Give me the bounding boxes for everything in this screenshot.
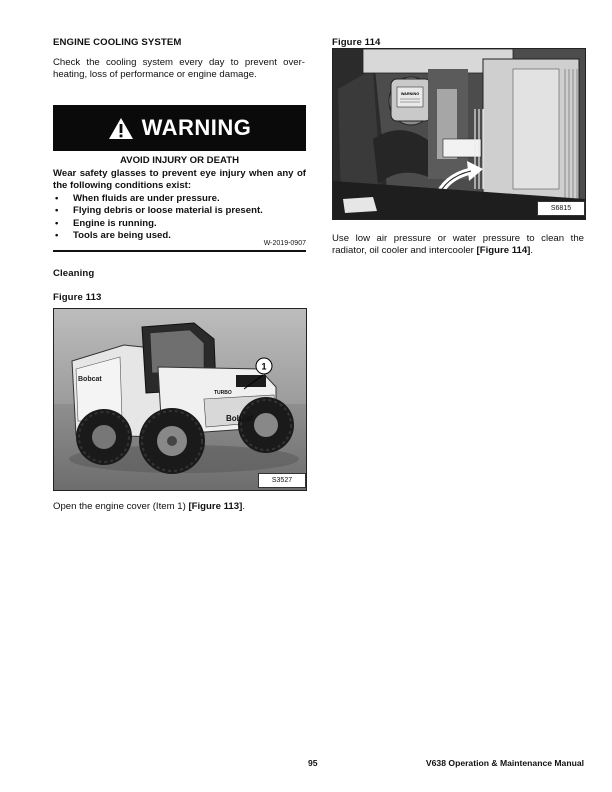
instruction-end: . bbox=[530, 245, 534, 257]
warning-banner bbox=[53, 105, 306, 151]
callout-number: 1 bbox=[261, 361, 267, 372]
figure-model-text: TURBO bbox=[214, 390, 232, 396]
figure-brand-text: Bobcat bbox=[78, 376, 102, 383]
figure-114-instruction bbox=[332, 233, 584, 258]
manual-title: V638 Operation & Maintenance Manual bbox=[425, 758, 584, 768]
warning-item: • When fluids are under pressure. bbox=[55, 193, 305, 205]
page-number: 95 bbox=[308, 758, 318, 768]
figure-brand-text: Bobcat bbox=[226, 414, 254, 423]
instruction-text: Open the engine cover (Item 1) bbox=[53, 501, 189, 512]
radiator-illustration bbox=[333, 49, 585, 219]
warning-triangle-icon bbox=[108, 117, 134, 140]
warning-banner-text: WARNING bbox=[141, 115, 252, 140]
gauge-label: WARNING bbox=[400, 92, 420, 96]
figure-114-reference: [Figure 114] bbox=[476, 245, 531, 257]
figure-114-caption: Figure 114 bbox=[332, 37, 381, 48]
intro-paragraph: Check the cooling system every day to prevent over-heating, loss of performance or engine damage. bbox=[53, 57, 305, 81]
warning-item: • Engine is running. bbox=[55, 218, 305, 230]
cleaning-title: Cleaning bbox=[53, 268, 95, 279]
figure-114-code: S6815 bbox=[537, 201, 585, 216]
section-title: ENGINE COOLING SYSTEM bbox=[53, 37, 182, 48]
instruction-text: Use low air pressure or water pressure to clean the radiator, oil cooler and intercooler bbox=[332, 233, 584, 257]
telehandler-illustration bbox=[54, 309, 306, 490]
warning-subtitle: AVOID INJURY OR DEATH bbox=[119, 155, 240, 166]
warning-list bbox=[55, 193, 305, 242]
figure-113-reference: [Figure 113] bbox=[188, 501, 243, 512]
figure-114-image bbox=[332, 48, 586, 220]
figure-113-caption: Figure 113 bbox=[53, 292, 102, 303]
warning-item: • Flying debris or loose material is present. bbox=[55, 205, 305, 217]
warning-lead: Wear safety glasses to prevent eye injury when any of the following conditions exist: bbox=[53, 168, 306, 192]
figure-113-image bbox=[53, 308, 307, 491]
warning-code: W-2019-0907 bbox=[263, 240, 306, 247]
figure-113-instruction bbox=[53, 501, 313, 513]
warning-rule bbox=[53, 250, 306, 252]
instruction-end: . bbox=[242, 501, 245, 512]
warning-item: • Tools are being used. bbox=[55, 230, 305, 242]
figure-113-code: S3527 bbox=[258, 473, 306, 488]
